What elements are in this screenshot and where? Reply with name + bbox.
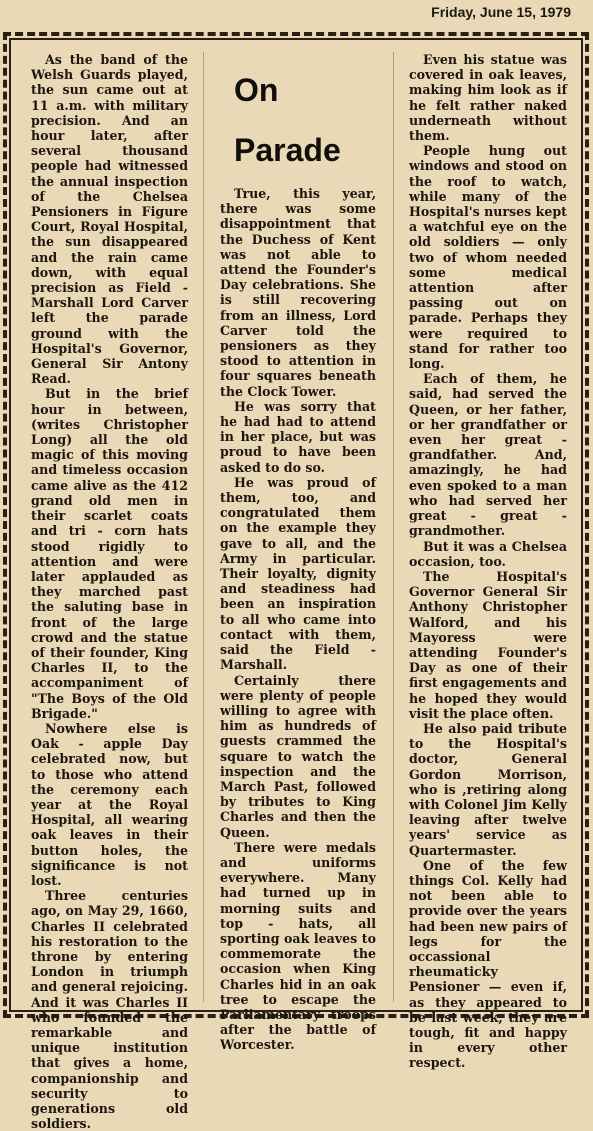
- paragraph: The Hospital's Governor General Sir Anthony Christopher Walford, and his Mayoress were attending Founder's Day as one of their first engagements and he hoped they would visit the place often.: [409, 568, 567, 721]
- paragraph: He also paid tribute to the Hospital's doctor, General Gordon Morrison, who is ,retiring along with Colonel Jim Kelly leaving after twelve years' service as Quartermaster.: [409, 720, 567, 858]
- headline: [234, 60, 374, 180]
- paragraph: People hung out windows and stood on the roof to watch, while many of the Hospital's nurses kept a watchful eye on the old soldiers — only two of whom needed some medical attention after passing out on parade. Perhaps they were required to stand for rather too long.: [409, 143, 567, 372]
- paragraph: One of the few things Col. Kelly had not been able to provide over the years had been new pairs of legs for the occassional rheumaticky Pensioner — even if, as they appeared to be last week, they are tough, fit and happy in every other respect.: [409, 857, 567, 1071]
- paragraph: He was sorry that he had had to attend in her place, but was proud to have been asked to do so.: [220, 398, 376, 475]
- article-column-3: [409, 52, 567, 1071]
- paragraph: Three centuries ago, on May 29, 1660, Charles II celebrated his restoration to the throne by entering London in triumph and general rejoicing. And it was Charles II who founded the remarkable and unique institution that gives a home, companionship and security to generations old soldiers.: [31, 888, 188, 1131]
- paragraph: There were medals and uniforms everywhere. Many had turned up in morning suits and top - hats, all sporting oak leaves to commemorate the occasion when King Charles hid in an oak tree to escape the Parliamentary troops after the battle of Worcester.: [220, 839, 376, 1053]
- paragraph: But it was a Chelsea occasion, too.: [409, 538, 567, 569]
- paragraph: Even his statue was covered in oak leaves, making him look as if he felt rather naked underneath without them.: [409, 52, 567, 144]
- article-column-2: [220, 186, 376, 1053]
- article-column-1: [31, 52, 188, 1131]
- headline-line: Parade: [234, 132, 341, 168]
- paragraph: True, this year, there was some disappointment that the Duchess of Kent was not able to attend the Founder's Day celebrations. She is still recovering from an illness, Lord Carver told the pensioners as they stood to attention in four squares beneath the Clock Tower.: [220, 186, 376, 399]
- headline-line: On: [234, 72, 279, 108]
- paragraph: He was proud of them, too, and congratulated them on the example they gave to all, and the Army in particular. Their loyalty, dignity and steadiness had been an inspiration to all who came into contact with them, said the Field - Marshall.: [220, 474, 376, 673]
- column-rule: [203, 52, 204, 1002]
- column-rule: [393, 52, 394, 1002]
- paragraph: But in the brief hour in between, (writes Christopher Long) all the old magic of this moving and timeless occasion came alive as the 412 grand old men in their scarlet coats and tri - corn hats stood rigidly to attention and were later applauded as they marched past the saluting base in front of the large crowd and the statue of their founder, King Charles II, to the accompaniment of "The Boys of the Old Brigade.": [31, 386, 188, 721]
- dateline: Friday, June 15, 1979: [431, 4, 571, 20]
- paragraph: As the band of the Welsh Guards played, the sun came out at 11 a.m. with military precision. And an hour later, after several thousand people had witnessed the annual inspection of the Chelsea Pensioners in Figure Court, Royal Hospital, the sun disappeared and the rain came down, with equal precision as Field - Marshall Lord Carver left the parade ground with the Hospital's Governor, General Sir Antony Read.: [31, 52, 188, 387]
- paragraph: Nowhere else is Oak - apple Day celebrated now, but to those who attend the ceremony each year at the Royal Hospital, all wearing oak leaves in their button holes, the significance is not lost.: [31, 720, 188, 888]
- paragraph: Certainly there were plenty of people willing to agree with him as hundreds of guests crammed the square to watch the inspection and the March Past, followed by tributes to King Charles and then the Queen.: [220, 672, 376, 840]
- paragraph: Each of them, he said, had served the Queen, or her father, or her grandfather or even her great - grandfather. And, amazingly, he had even spoked to a man who had served her great - great - grandmother.: [409, 371, 567, 539]
